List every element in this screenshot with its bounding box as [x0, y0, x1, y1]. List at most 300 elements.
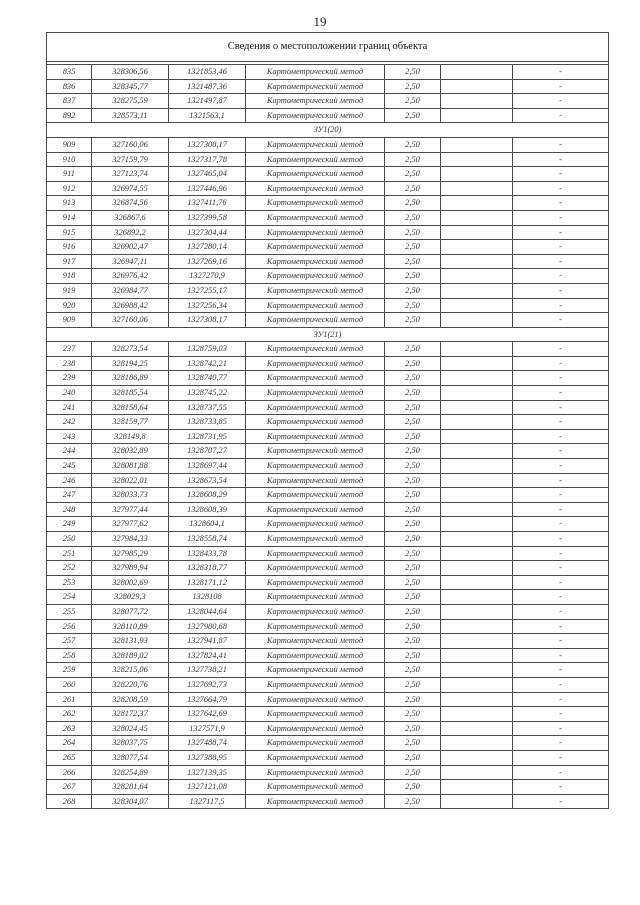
empty-cell [441, 94, 513, 109]
table-row [47, 283, 609, 298]
x-coordinate-cell: 328573,11 [92, 108, 169, 123]
dash-cell: - [513, 794, 609, 809]
point-number-cell: 918 [47, 269, 92, 284]
method-cell: Картометрический метод [246, 225, 385, 240]
y-coordinate-cell: 1328731,95 [169, 429, 246, 444]
y-coordinate-cell: 1327465,04 [169, 167, 246, 182]
x-coordinate-cell: 328273,54 [92, 342, 169, 357]
method-cell: Картометрический метод [246, 473, 385, 488]
x-coordinate-cell: 328077,72 [92, 604, 169, 619]
empty-cell [441, 648, 513, 663]
empty-cell [441, 604, 513, 619]
point-number-cell: 911 [47, 167, 92, 182]
point-number-cell: 915 [47, 225, 92, 240]
method-cell: Картометрический метод [246, 313, 385, 328]
method-cell: Картометрический метод [246, 429, 385, 444]
point-number-cell: 245 [47, 459, 92, 474]
y-coordinate-cell: 1321563,1 [169, 108, 246, 123]
accuracy-cell: 2,50 [385, 517, 441, 532]
table-row [47, 79, 609, 94]
accuracy-cell: 2,50 [385, 196, 441, 211]
table-row [47, 677, 609, 692]
accuracy-cell: 2,50 [385, 269, 441, 284]
dash-cell: - [513, 634, 609, 649]
table-row [47, 94, 609, 109]
accuracy-cell: 2,50 [385, 532, 441, 547]
x-coordinate-cell: 328081,88 [92, 459, 169, 474]
y-coordinate-cell: 1327738,21 [169, 663, 246, 678]
dash-cell: - [513, 342, 609, 357]
accuracy-cell: 2,50 [385, 488, 441, 503]
table-row [47, 342, 609, 357]
dash-cell: - [513, 152, 609, 167]
x-coordinate-cell: 327160,06 [92, 313, 169, 328]
empty-cell [441, 707, 513, 722]
x-coordinate-cell: 328037,75 [92, 736, 169, 751]
method-cell: Картометрический метод [246, 736, 385, 751]
dash-cell: - [513, 94, 609, 109]
method-cell: Картометрический метод [246, 780, 385, 795]
method-cell: Картометрический метод [246, 648, 385, 663]
y-coordinate-cell: 1327139,35 [169, 765, 246, 780]
point-number-cell: 240 [47, 386, 92, 401]
x-coordinate-cell: 327985,29 [92, 546, 169, 561]
table-row [47, 736, 609, 751]
x-coordinate-cell: 326902,47 [92, 240, 169, 255]
method-cell: Картометрический метод [246, 196, 385, 211]
table-row [47, 65, 609, 80]
accuracy-cell: 2,50 [385, 619, 441, 634]
dash-cell: - [513, 546, 609, 561]
accuracy-cell: 2,50 [385, 313, 441, 328]
table-row [47, 225, 609, 240]
empty-cell [441, 79, 513, 94]
accuracy-cell: 2,50 [385, 429, 441, 444]
point-number-cell: 237 [47, 342, 92, 357]
y-coordinate-cell: 1328759,03 [169, 342, 246, 357]
method-cell: Картометрический метод [246, 386, 385, 401]
table-row [47, 371, 609, 386]
table-row [47, 459, 609, 474]
y-coordinate-cell: 1327317,78 [169, 152, 246, 167]
y-coordinate-cell: 1327255,17 [169, 283, 246, 298]
table-row [47, 167, 609, 182]
point-number-cell: 264 [47, 736, 92, 751]
point-number-cell: 920 [47, 298, 92, 313]
point-number-cell: 242 [47, 415, 92, 430]
accuracy-cell: 2,50 [385, 692, 441, 707]
y-coordinate-cell: 1328171,12 [169, 575, 246, 590]
point-number-cell: 909 [47, 313, 92, 328]
empty-cell [441, 736, 513, 751]
y-coordinate-cell: 1327388,95 [169, 750, 246, 765]
x-coordinate-cell: 328024,45 [92, 721, 169, 736]
point-number-cell: 252 [47, 561, 92, 576]
y-coordinate-cell: 1328558,74 [169, 532, 246, 547]
empty-cell [441, 575, 513, 590]
empty-cell [441, 677, 513, 692]
dash-cell: - [513, 313, 609, 328]
point-number-cell: 268 [47, 794, 92, 809]
y-coordinate-cell: 1327308,17 [169, 137, 246, 152]
dash-cell: - [513, 488, 609, 503]
y-coordinate-cell: 1327571,9 [169, 721, 246, 736]
y-coordinate-cell: 1328697,44 [169, 459, 246, 474]
table-row [47, 692, 609, 707]
empty-cell [441, 517, 513, 532]
table-row [47, 532, 609, 547]
method-cell: Картометрический метод [246, 167, 385, 182]
x-coordinate-cell: 328110,89 [92, 619, 169, 634]
y-coordinate-cell: 1328733,85 [169, 415, 246, 430]
y-coordinate-cell: 1327488,74 [169, 736, 246, 751]
accuracy-cell: 2,50 [385, 283, 441, 298]
method-cell: Картометрический метод [246, 532, 385, 547]
y-coordinate-cell: 1327117,5 [169, 794, 246, 809]
point-number-cell: 241 [47, 400, 92, 415]
empty-cell [441, 254, 513, 269]
x-coordinate-cell: 326976,42 [92, 269, 169, 284]
y-coordinate-cell: 1328318,77 [169, 561, 246, 576]
accuracy-cell: 2,50 [385, 108, 441, 123]
y-coordinate-cell: 1327664,79 [169, 692, 246, 707]
accuracy-cell: 2,50 [385, 181, 441, 196]
table-row [47, 415, 609, 430]
dash-cell: - [513, 240, 609, 255]
y-coordinate-cell: 1328604,1 [169, 517, 246, 532]
method-cell: Картометрический метод [246, 590, 385, 605]
point-number-cell: 247 [47, 488, 92, 503]
dash-cell: - [513, 429, 609, 444]
accuracy-cell: 2,50 [385, 65, 441, 80]
accuracy-cell: 2,50 [385, 590, 441, 605]
method-cell: Картометрический метод [246, 575, 385, 590]
method-cell: Картометрический метод [246, 604, 385, 619]
method-cell: Картометрический метод [246, 210, 385, 225]
empty-cell [441, 429, 513, 444]
method-cell: Картометрический метод [246, 692, 385, 707]
x-coordinate-cell: 328254,89 [92, 765, 169, 780]
table-title: Сведения о местоположении границ объекта [47, 33, 609, 62]
x-coordinate-cell: 328208,59 [92, 692, 169, 707]
x-coordinate-cell: 328131,93 [92, 634, 169, 649]
empty-cell [441, 181, 513, 196]
dash-cell: - [513, 444, 609, 459]
table-row [47, 473, 609, 488]
empty-cell [441, 108, 513, 123]
empty-cell [441, 721, 513, 736]
table-row [47, 356, 609, 371]
empty-cell [441, 240, 513, 255]
accuracy-cell: 2,50 [385, 167, 441, 182]
x-coordinate-cell: 328345,77 [92, 79, 169, 94]
point-number-cell: 263 [47, 721, 92, 736]
accuracy-cell: 2,50 [385, 634, 441, 649]
dash-cell: - [513, 677, 609, 692]
table-row [47, 386, 609, 401]
table-row [47, 196, 609, 211]
table-row [47, 298, 609, 313]
x-coordinate-cell: 328186,89 [92, 371, 169, 386]
empty-cell [441, 65, 513, 80]
empty-cell [441, 780, 513, 795]
point-number-cell: 262 [47, 707, 92, 722]
x-coordinate-cell: 328022,01 [92, 473, 169, 488]
accuracy-cell: 2,50 [385, 780, 441, 795]
y-coordinate-cell: 1327980,68 [169, 619, 246, 634]
x-coordinate-cell: 328194,25 [92, 356, 169, 371]
accuracy-cell: 2,50 [385, 400, 441, 415]
point-number-cell: 836 [47, 79, 92, 94]
dash-cell: - [513, 648, 609, 663]
empty-cell [441, 313, 513, 328]
table-row [47, 663, 609, 678]
method-cell: Картометрический метод [246, 634, 385, 649]
y-coordinate-cell: 1327270,9 [169, 269, 246, 284]
empty-cell [441, 765, 513, 780]
method-cell: Картометрический метод [246, 108, 385, 123]
dash-cell: - [513, 283, 609, 298]
empty-cell [441, 459, 513, 474]
point-number-cell: 265 [47, 750, 92, 765]
empty-cell [441, 590, 513, 605]
dash-cell: - [513, 721, 609, 736]
empty-cell [441, 225, 513, 240]
method-cell: Картометрический метод [246, 794, 385, 809]
method-cell: Картометрический метод [246, 371, 385, 386]
dash-cell: - [513, 561, 609, 576]
dash-cell: - [513, 502, 609, 517]
dash-cell: - [513, 517, 609, 532]
accuracy-cell: 2,50 [385, 561, 441, 576]
table-row [47, 634, 609, 649]
y-coordinate-cell: 1327692,73 [169, 677, 246, 692]
point-number-cell: 259 [47, 663, 92, 678]
y-coordinate-cell: 1321853,46 [169, 65, 246, 80]
method-cell: Картометрический метод [246, 137, 385, 152]
y-coordinate-cell: 1327269,16 [169, 254, 246, 269]
x-coordinate-cell: 327977,62 [92, 517, 169, 532]
empty-cell [441, 386, 513, 401]
point-number-cell: 913 [47, 196, 92, 211]
x-coordinate-cell: 326988,42 [92, 298, 169, 313]
title-row [47, 33, 609, 62]
y-coordinate-cell: 1327824,41 [169, 648, 246, 663]
method-cell: Картометрический метод [246, 269, 385, 284]
accuracy-cell: 2,50 [385, 736, 441, 751]
table-row [47, 561, 609, 576]
x-coordinate-cell: 327123,74 [92, 167, 169, 182]
point-number-cell: 256 [47, 619, 92, 634]
point-number-cell: 239 [47, 371, 92, 386]
x-coordinate-cell: 326947,11 [92, 254, 169, 269]
dash-cell: - [513, 225, 609, 240]
accuracy-cell: 2,50 [385, 663, 441, 678]
empty-cell [441, 488, 513, 503]
table-row [47, 780, 609, 795]
point-number-cell: 916 [47, 240, 92, 255]
method-cell: Картометрический метод [246, 677, 385, 692]
table-row [47, 721, 609, 736]
point-number-cell: 238 [47, 356, 92, 371]
y-coordinate-cell: 1327446,96 [169, 181, 246, 196]
table-row [47, 444, 609, 459]
table-row [47, 648, 609, 663]
dash-cell: - [513, 415, 609, 430]
point-number-cell: 267 [47, 780, 92, 795]
point-number-cell: 912 [47, 181, 92, 196]
dash-cell: - [513, 707, 609, 722]
empty-cell [441, 473, 513, 488]
x-coordinate-cell: 327977,44 [92, 502, 169, 517]
method-cell: Картометрический метод [246, 721, 385, 736]
empty-cell [441, 167, 513, 182]
point-number-cell: 919 [47, 283, 92, 298]
empty-cell [441, 415, 513, 430]
method-cell: Картометрический метод [246, 561, 385, 576]
x-coordinate-cell: 328077,54 [92, 750, 169, 765]
empty-cell [441, 356, 513, 371]
accuracy-cell: 2,50 [385, 298, 441, 313]
point-number-cell: 257 [47, 634, 92, 649]
dash-cell: - [513, 663, 609, 678]
x-coordinate-cell: 326867,6 [92, 210, 169, 225]
x-coordinate-cell: 327160,06 [92, 137, 169, 152]
empty-cell [441, 634, 513, 649]
accuracy-cell: 2,50 [385, 707, 441, 722]
accuracy-cell: 2,50 [385, 459, 441, 474]
table-row [47, 210, 609, 225]
empty-cell [441, 794, 513, 809]
empty-cell [441, 137, 513, 152]
y-coordinate-cell: 1327411,76 [169, 196, 246, 211]
dash-cell: - [513, 765, 609, 780]
point-number-cell: 261 [47, 692, 92, 707]
dash-cell: - [513, 181, 609, 196]
accuracy-cell: 2,50 [385, 502, 441, 517]
empty-cell [441, 283, 513, 298]
dash-cell: - [513, 619, 609, 634]
method-cell: Картометрический метод [246, 94, 385, 109]
dash-cell: - [513, 473, 609, 488]
dash-cell: - [513, 575, 609, 590]
x-coordinate-cell: 328159,77 [92, 415, 169, 430]
x-coordinate-cell: 328033,73 [92, 488, 169, 503]
table-row [47, 429, 609, 444]
method-cell: Картометрический метод [246, 356, 385, 371]
x-coordinate-cell: 326984,77 [92, 283, 169, 298]
y-coordinate-cell: 1328108 [169, 590, 246, 605]
accuracy-cell: 2,50 [385, 721, 441, 736]
accuracy-cell: 2,50 [385, 765, 441, 780]
x-coordinate-cell: 328158,64 [92, 400, 169, 415]
accuracy-cell: 2,50 [385, 386, 441, 401]
empty-cell [441, 196, 513, 211]
method-cell: Картометрический метод [246, 298, 385, 313]
method-cell: Картометрический метод [246, 152, 385, 167]
x-coordinate-cell: 328189,02 [92, 648, 169, 663]
x-coordinate-cell: 328215,06 [92, 663, 169, 678]
dash-cell: - [513, 750, 609, 765]
dash-cell: - [513, 167, 609, 182]
table-row [47, 108, 609, 123]
method-cell: Картометрический метод [246, 254, 385, 269]
table-row [47, 619, 609, 634]
y-coordinate-cell: 1328745,22 [169, 386, 246, 401]
accuracy-cell: 2,50 [385, 254, 441, 269]
point-number-cell: 255 [47, 604, 92, 619]
method-cell: Картометрический метод [246, 502, 385, 517]
accuracy-cell: 2,50 [385, 210, 441, 225]
accuracy-cell: 2,50 [385, 473, 441, 488]
dash-cell: - [513, 459, 609, 474]
y-coordinate-cell: 1328740,77 [169, 371, 246, 386]
dash-cell: - [513, 400, 609, 415]
point-number-cell: 251 [47, 546, 92, 561]
dash-cell: - [513, 590, 609, 605]
empty-cell [441, 444, 513, 459]
accuracy-cell: 2,50 [385, 79, 441, 94]
empty-cell [441, 619, 513, 634]
dash-cell: - [513, 780, 609, 795]
table-row [47, 765, 609, 780]
dash-cell: - [513, 254, 609, 269]
table-body [47, 33, 609, 809]
x-coordinate-cell: 326974,55 [92, 181, 169, 196]
x-coordinate-cell: 328220,76 [92, 677, 169, 692]
boundary-table [46, 32, 609, 809]
x-coordinate-cell: 327989,94 [92, 561, 169, 576]
y-coordinate-cell: 1321497,87 [169, 94, 246, 109]
accuracy-cell: 2,50 [385, 152, 441, 167]
method-cell: Картометрический метод [246, 444, 385, 459]
empty-cell [441, 561, 513, 576]
x-coordinate-cell: 328172,37 [92, 707, 169, 722]
y-coordinate-cell: 1327308,17 [169, 313, 246, 328]
empty-cell [441, 210, 513, 225]
y-coordinate-cell: 1327121,08 [169, 780, 246, 795]
table-row [47, 269, 609, 284]
table-row [47, 794, 609, 809]
accuracy-cell: 2,50 [385, 415, 441, 430]
point-number-cell: 914 [47, 210, 92, 225]
table-row [47, 400, 609, 415]
point-number-cell: 909 [47, 137, 92, 152]
dash-cell: - [513, 269, 609, 284]
method-cell: Картометрический метод [246, 283, 385, 298]
y-coordinate-cell: 1327280,14 [169, 240, 246, 255]
empty-cell [441, 371, 513, 386]
accuracy-cell: 2,50 [385, 94, 441, 109]
x-coordinate-cell: 328002,69 [92, 575, 169, 590]
dash-cell: - [513, 210, 609, 225]
y-coordinate-cell: 1327642,69 [169, 707, 246, 722]
table-row [47, 240, 609, 255]
x-coordinate-cell: 328304,07 [92, 794, 169, 809]
y-coordinate-cell: 1328742,21 [169, 356, 246, 371]
accuracy-cell: 2,50 [385, 648, 441, 663]
point-number-cell: 258 [47, 648, 92, 663]
table-row [47, 313, 609, 328]
table-row [47, 750, 609, 765]
x-coordinate-cell: 328185,54 [92, 386, 169, 401]
method-cell: Картометрический метод [246, 415, 385, 430]
method-cell: Картометрический метод [246, 765, 385, 780]
method-cell: Картометрический метод [246, 546, 385, 561]
method-cell: Картометрический метод [246, 619, 385, 634]
y-coordinate-cell: 1327256,34 [169, 298, 246, 313]
point-number-cell: 910 [47, 152, 92, 167]
